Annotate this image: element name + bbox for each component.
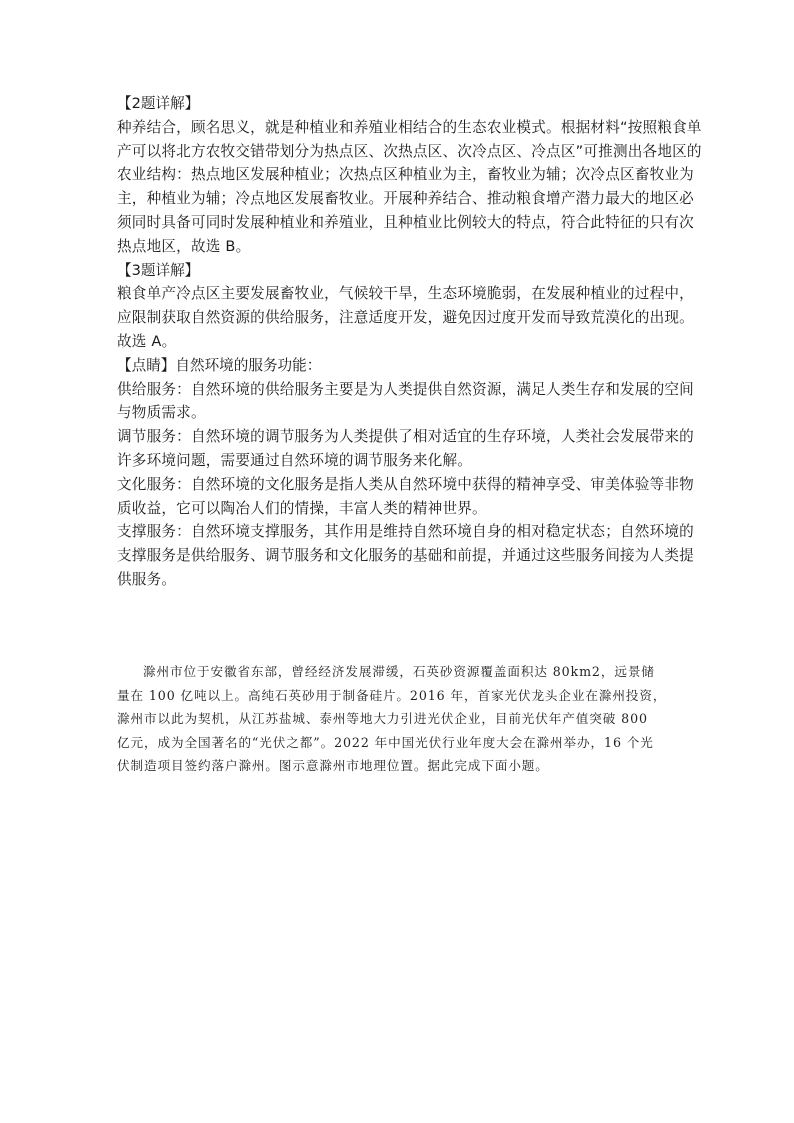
tips-line: 支撑服务是供给服务、调节服务和文化服务的基础和前提，并通过这些服务间接为人类提 [117,547,694,565]
material-line: 亿元，成为全国著名的“光伏之都”。2022 年中国光伏行业年度大会在滁州举办，16 个光 [117,734,654,750]
tips-line: 质收益，它可以陶冶人们的情操，丰富人类的精神世界。 [117,499,487,517]
q2-line: 产可以将北方农牧交错带划分为热点区、次热点区、次冷点区、冷点区”可推测出各地区的 [117,142,702,160]
q2-line: 须同时具备可同时发展种植业和养殖业，且种植业比例较大的特点，符合此特征的只有次 [117,213,694,231]
q3-line: 应限制获取自然资源的供给服务，注意适度开发，避免因过度开发而导致荒漠化的出现。 [117,309,694,327]
tips-line: 供给服务：自然环境的供给服务主要是为人类提供自然资源，满足人类生存和发展的空间 [117,380,694,398]
tips-heading: 【点睛】自然环境的服务功能： [117,356,322,374]
tips-body [117,378,694,592]
material-line: 量在 100 亿吨以上。高纯石英砂用于制备硅片。2016 年，首家光伏龙头企业在滁州投资， [117,687,667,703]
q3-heading: 【3题详解】 [117,261,200,279]
q2-line: 种养结合，顾名思义，就是种植业和养殖业相结合的生态农业模式。根据材料“按照粮食单 [117,118,702,136]
tips-line: 调节服务：自然环境的调节服务为人类提供了相对适宜的生存环境，人类社会发展带来的 [117,428,694,446]
tips-line: 与物质需求。 [117,404,206,422]
q3-line: 故选 A。 [117,332,177,350]
tips-line: 文化服务：自然环境的文化服务是指人类从自然环境中获得的精神享受、审美体验等非物 [117,475,694,493]
material-line: 伏制造项目签约落户滁州。图示意滁州市地理位置。据此完成下面小题。 [117,758,549,774]
q2-line: 农业结构：热点地区发展种植业；次热点区种植业为主，畜牧业为辅；次冷点区畜牧业为 [117,166,694,184]
material-line: 滁州市位于安徽省东部，曾经经济发展滞缓，石英砂资源覆盖面积达 80km2，远景储 [143,664,655,679]
material-line: 滁州市以此为契机，从江苏盐城、泰州等地大力引进光伏企业，目前光伏年产值突破 800 [117,711,648,727]
q2-heading: 【2题详解】 [117,95,200,112]
answer-section [117,92,702,592]
tips-line: 支撑服务：自然环境支撑服务，其作用是维持自然环境自身的相对稳定状态；自然环境的 [117,523,694,541]
q2-line: 热点地区，故选 B。 [117,237,251,255]
q3-body [117,282,694,353]
tips-line: 供服务。 [117,570,177,588]
tips-line: 许多环境问题，需要通过自然环境的调节服务来化解。 [117,451,473,469]
material-paragraph [117,660,677,778]
q2-line: 主，种植业为辅；冷点地区发展畜牧业。开展种养结合、推动粮食增产潜力最大的地区必 [117,190,694,208]
q3-line: 粮食单产冷点区主要发展畜牧业，气候较干旱，生态环境脆弱，在发展种植业的过程中， [117,285,694,303]
q2-body [117,116,702,259]
